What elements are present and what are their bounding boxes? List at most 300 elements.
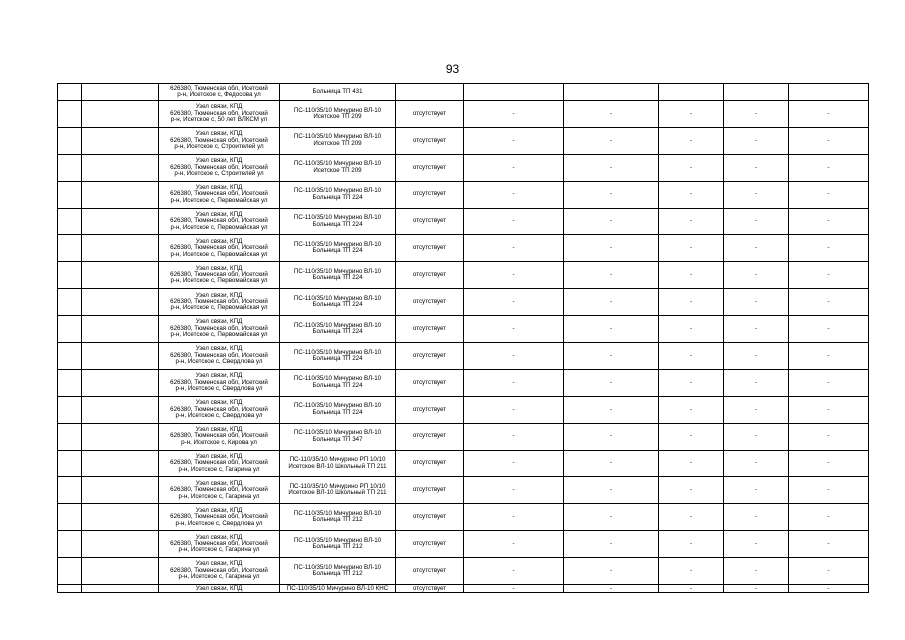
power-source-line: ПС-110/35/10 Мичурино РП 10/10 — [289, 483, 386, 490]
table-row — [58, 127, 869, 154]
power-source-cell — [280, 235, 396, 262]
address-cell — [159, 531, 280, 558]
power-source-line: Исетское ТП 209 — [313, 166, 362, 174]
value-cell: - — [564, 127, 659, 154]
power-source-line: ПС-110/35/10 Мичурино ВЛ-10 — [293, 240, 382, 248]
power-source-line: ПС-110/35/10 Мичурино ВЛ-10 — [293, 375, 382, 383]
address-line: Узел связи, КПД — [195, 345, 243, 353]
power-source-cell — [280, 316, 396, 343]
status-cell: отсутствует — [396, 154, 464, 181]
value-cell: - — [564, 423, 659, 450]
address-line: Узел связи, КПД — [195, 479, 243, 487]
table-row — [58, 235, 869, 262]
power-source-line: Исетское ВЛ-10 Школьный ТП 211 — [288, 489, 387, 497]
table-row — [58, 208, 869, 235]
address-cell — [159, 504, 280, 531]
table-row — [58, 289, 869, 316]
value-cell: - — [464, 154, 564, 181]
address-line: р-н, Исетское с, Первомайская ул — [170, 331, 268, 339]
status-cell: отсутствует — [396, 262, 464, 289]
status-cell: отсутствует — [396, 558, 464, 585]
group-cell — [82, 262, 159, 289]
value-cell: - — [564, 208, 659, 235]
address-line: 626380, Тюменская обл, Исетский — [170, 84, 268, 92]
value-cell: - — [789, 423, 869, 450]
index-cell — [58, 127, 82, 154]
value-cell: - — [464, 585, 564, 593]
value-cell: - — [464, 477, 564, 504]
value-cell: - — [464, 181, 564, 208]
value-cell: - — [724, 558, 789, 585]
status-cell: отсутствует — [396, 504, 464, 531]
table-row — [58, 585, 869, 593]
group-cell — [82, 343, 159, 370]
address-line: Узел связи, КПД — [195, 264, 243, 272]
address-line: р-н, Исетское с, Свердлова ул — [175, 358, 263, 366]
group-cell — [82, 504, 159, 531]
table-row — [58, 396, 869, 423]
power-source-line: Больница ТП 224 — [312, 274, 363, 282]
index-cell — [58, 369, 82, 396]
value-cell: - — [464, 450, 564, 477]
group-cell — [82, 369, 159, 396]
value-cell: - — [724, 450, 789, 477]
address-line: р-н, Исетское с, Гагарина ул — [178, 465, 260, 473]
power-source-cell — [280, 181, 396, 208]
address-cell — [159, 127, 280, 154]
address-line: р-н, Исетское с, Строителей ул — [174, 143, 264, 151]
address-line: Узел связи, КПД — [195, 318, 243, 326]
value-cell: - — [724, 531, 789, 558]
value-cell: - — [659, 531, 724, 558]
value-cell — [464, 84, 564, 101]
address-line: 626380, Тюменская обл, Исетский — [170, 271, 268, 279]
value-cell: - — [659, 289, 724, 316]
value-cell: - — [564, 101, 659, 128]
value-cell: - — [659, 369, 724, 396]
power-source-line: Больница ТП 347 — [312, 435, 363, 443]
index-cell — [58, 450, 82, 477]
value-cell: - — [564, 558, 659, 585]
address-cell — [159, 316, 280, 343]
address-cell — [159, 396, 280, 423]
power-source-cell — [280, 396, 396, 423]
value-cell — [724, 84, 789, 101]
address-line: 626380, Тюменская обл, Исетский — [170, 297, 268, 305]
value-cell: - — [789, 316, 869, 343]
value-cell: - — [724, 208, 789, 235]
value-cell: - — [789, 531, 869, 558]
status-cell: отсутствует — [396, 396, 464, 423]
power-source-line: ПС-110/35/10 Мичурино ВЛ-10 — [293, 160, 382, 168]
value-cell: - — [564, 235, 659, 262]
value-cell: - — [464, 369, 564, 396]
value-cell: - — [659, 423, 724, 450]
power-source-cell — [280, 504, 396, 531]
value-cell: - — [464, 558, 564, 585]
address-line: 626380, Тюменская обл, Исетский — [170, 109, 268, 117]
group-cell — [82, 558, 159, 585]
address-line: 626380, Тюменская обл, Исетский — [170, 244, 268, 252]
power-source-line: ПС-110/35/10 Мичурино ВЛ-10 КНС — [286, 585, 389, 593]
value-cell: - — [659, 343, 724, 370]
value-cell: - — [789, 585, 869, 593]
value-cell: - — [659, 181, 724, 208]
address-line: 626380, Тюменская обл, Исетский — [170, 163, 268, 171]
value-cell: - — [724, 504, 789, 531]
table-row — [58, 450, 869, 477]
power-source-line: ПС-110/35/10 Мичурино ВЛ-10 — [293, 348, 382, 356]
power-source-line: Больница ТП 224 — [312, 381, 363, 389]
power-source-cell — [280, 289, 396, 316]
group-cell — [82, 423, 159, 450]
value-cell: - — [659, 208, 724, 235]
index-cell — [58, 558, 82, 585]
index-cell — [58, 423, 82, 450]
value-cell: - — [564, 585, 659, 593]
group-cell — [82, 127, 159, 154]
value-cell: - — [789, 235, 869, 262]
value-cell: - — [464, 423, 564, 450]
address-cell — [159, 423, 280, 450]
address-cell — [159, 558, 280, 585]
value-cell: - — [564, 477, 659, 504]
value-cell: - — [789, 558, 869, 585]
status-cell: отсутствует — [396, 208, 464, 235]
address-cell — [159, 262, 280, 289]
address-cell — [159, 369, 280, 396]
group-cell — [82, 101, 159, 128]
value-cell: - — [659, 262, 724, 289]
power-source-line: ПС-110/35/10 Мичурино ВЛ-10 — [293, 563, 382, 571]
power-source-line: Больница ТП 224 — [312, 301, 363, 309]
address-cell — [159, 208, 280, 235]
power-source-line: ПС-110/35/10 Мичурино ВЛ-10 — [293, 321, 382, 329]
address-line: р-н, Исетское с, Первомайская ул — [170, 196, 268, 204]
value-cell: - — [724, 289, 789, 316]
group-cell — [82, 289, 159, 316]
value-cell: - — [789, 181, 869, 208]
group-cell — [82, 477, 159, 504]
value-cell: - — [564, 289, 659, 316]
table-row — [58, 369, 869, 396]
value-cell: - — [724, 396, 789, 423]
table-row — [58, 316, 869, 343]
value-cell: - — [789, 154, 869, 181]
power-source-line: Больница ТП 224 — [312, 193, 363, 201]
address-line: Узел связи, КПД — [195, 237, 243, 245]
address-line: р-н, Исетское с, Свердлова ул — [175, 519, 263, 527]
power-source-line: Больница ТП 224 — [312, 328, 363, 336]
group-cell — [82, 84, 159, 101]
table-row — [58, 423, 869, 450]
value-cell: - — [724, 127, 789, 154]
index-cell — [58, 343, 82, 370]
address-line: р-н, Исетское с, Федосова ул — [177, 91, 261, 98]
status-cell: отсутствует — [396, 289, 464, 316]
value-cell: - — [564, 262, 659, 289]
power-source-cell — [280, 450, 396, 477]
address-cell — [159, 450, 280, 477]
address-line: Узел связи, КПД — [195, 399, 243, 407]
value-cell: - — [464, 504, 564, 531]
page-number: 93 — [445, 62, 460, 76]
group-cell — [82, 208, 159, 235]
status-cell: отсутствует — [396, 101, 464, 128]
value-cell: - — [724, 423, 789, 450]
table-row — [58, 343, 869, 370]
group-cell — [82, 585, 159, 593]
value-cell: - — [724, 262, 789, 289]
table-row — [58, 84, 869, 101]
value-cell: - — [659, 558, 724, 585]
power-source-line: ПС-110/35/10 Мичурино ВЛ-10 — [293, 187, 382, 195]
address-line: Узел связи, КПД — [195, 426, 243, 434]
value-cell: - — [789, 101, 869, 128]
address-line: р-н, Исетское с, Гагарина ул — [178, 573, 260, 581]
address-line: р-н, Исетское с, Строителей ул — [174, 169, 264, 177]
address-line: 626380, Тюменская обл, Исетский — [170, 566, 268, 574]
status-cell: отсутствует — [396, 369, 464, 396]
address-cell — [159, 235, 280, 262]
power-source-cell — [280, 127, 396, 154]
index-cell — [58, 181, 82, 208]
value-cell: - — [659, 127, 724, 154]
power-source-line: Больница ТП 212 — [312, 570, 363, 578]
address-cell — [159, 585, 280, 593]
address-line: 626380, Тюменская обл, Исетский — [170, 217, 268, 225]
address-line: 626380, Тюменская обл, Исетский — [170, 432, 268, 440]
status-cell: отсутствует — [396, 181, 464, 208]
address-cell — [159, 101, 280, 128]
power-source-line: ПС-110/35/10 Мичурино РП 10/10 — [289, 456, 386, 464]
value-cell: - — [724, 181, 789, 208]
power-source-cell — [280, 585, 396, 593]
value-cell: - — [789, 343, 869, 370]
group-cell — [82, 396, 159, 423]
value-cell: - — [564, 369, 659, 396]
table-row — [58, 101, 869, 128]
value-cell: - — [564, 343, 659, 370]
status-cell: отсутствует — [396, 531, 464, 558]
address-cell — [159, 154, 280, 181]
address-cell — [159, 343, 280, 370]
power-source-cell — [280, 262, 396, 289]
value-cell — [789, 84, 869, 101]
address-line: р-н, Исетское с, Первомайская ул — [170, 250, 268, 258]
status-cell: отсутствует — [396, 477, 464, 504]
value-cell: - — [789, 450, 869, 477]
power-source-line: Больница ТП 224 — [312, 354, 363, 362]
value-cell: - — [724, 369, 789, 396]
table-row — [58, 154, 869, 181]
group-cell — [82, 316, 159, 343]
table-row — [58, 504, 869, 531]
value-cell: - — [564, 450, 659, 477]
document-table — [57, 83, 869, 593]
power-source-line: ПС-110/35/10 Мичурино ВЛ-10 — [293, 402, 382, 410]
value-cell: - — [464, 396, 564, 423]
value-cell: - — [789, 127, 869, 154]
index-cell — [58, 84, 82, 101]
value-cell: - — [659, 450, 724, 477]
power-source-line: Больница ТП 224 — [312, 247, 363, 255]
power-source-cell — [280, 84, 396, 101]
value-cell: - — [724, 235, 789, 262]
value-cell: - — [789, 208, 869, 235]
index-cell — [58, 154, 82, 181]
address-line: Узел связи, КПД — [195, 506, 243, 514]
address-cell — [159, 289, 280, 316]
value-cell: - — [464, 127, 564, 154]
address-line: 626380, Тюменская обл, Исетский — [170, 136, 268, 144]
power-source-line: ПС-110/35/10 Мичурино ВЛ-10 — [293, 536, 382, 544]
index-cell — [58, 477, 82, 504]
address-cell — [159, 181, 280, 208]
address-line: Узел связи, КПД — [195, 157, 243, 165]
value-cell: - — [659, 154, 724, 181]
index-cell — [58, 101, 82, 128]
value-cell: - — [659, 504, 724, 531]
address-line: 626380, Тюменская обл, Исетский — [170, 539, 268, 547]
value-cell: - — [659, 316, 724, 343]
value-cell: - — [659, 477, 724, 504]
value-cell: - — [464, 101, 564, 128]
address-cell — [159, 84, 280, 101]
address-line: 626380, Тюменская обл, Исетский — [170, 378, 268, 386]
value-cell: - — [789, 504, 869, 531]
value-cell: - — [564, 181, 659, 208]
value-cell: - — [724, 343, 789, 370]
power-source-cell — [280, 101, 396, 128]
value-cell: - — [659, 101, 724, 128]
value-cell: - — [789, 369, 869, 396]
group-cell — [82, 531, 159, 558]
address-line: р-н, Исетское с, Первомайская ул — [170, 277, 268, 285]
index-cell — [58, 289, 82, 316]
address-line: р-н, Исетское с, Гагарина ул — [178, 546, 260, 554]
value-cell: - — [724, 154, 789, 181]
address-line: 626380, Тюменская обл, Исетский — [170, 190, 268, 198]
value-cell — [564, 84, 659, 101]
address-line: р-н, Исетское с, 50 лет ВЛКСМ ул — [170, 116, 268, 124]
table-row — [58, 262, 869, 289]
status-cell: отсутствует — [396, 127, 464, 154]
table-row — [58, 477, 869, 504]
power-source-cell — [280, 558, 396, 585]
value-cell: - — [789, 289, 869, 316]
address-cell — [159, 477, 280, 504]
value-cell: - — [464, 235, 564, 262]
value-cell: - — [789, 396, 869, 423]
address-line: Узел связи, КПД — [195, 130, 243, 138]
address-line: 626380, Тюменская обл, Исетский — [170, 486, 268, 494]
value-cell: - — [659, 585, 724, 593]
address-line: р-н, Исетское с, Свердлова ул — [175, 411, 263, 419]
address-line: 626380, Тюменская обл, Исетский — [170, 513, 268, 521]
address-line: Узел связи, КПД — [195, 560, 243, 568]
power-source-cell — [280, 154, 396, 181]
index-cell — [58, 262, 82, 289]
table-row — [58, 558, 869, 585]
power-source-cell — [280, 369, 396, 396]
power-source-line: ПС-110/35/10 Мичурино ВЛ-10 — [293, 214, 382, 222]
power-source-line: Больница ТП 431 — [312, 87, 363, 95]
power-source-cell — [280, 531, 396, 558]
value-cell: - — [724, 477, 789, 504]
address-line: р-н, Исетское с, Гагарина ул — [178, 492, 260, 500]
address-line: 626380, Тюменская обл, Исетский — [170, 324, 268, 332]
value-cell: - — [464, 343, 564, 370]
value-cell: - — [564, 154, 659, 181]
status-cell: отсутствует — [396, 316, 464, 343]
address-line: Узел связи, КПД — [195, 533, 243, 541]
index-cell — [58, 235, 82, 262]
status-cell: отсутствует — [396, 585, 464, 593]
power-source-line: ПС-110/35/10 Мичурино ВЛ-10 — [293, 509, 382, 517]
address-line: р-н, Исетское с, Первомайская ул — [170, 304, 268, 312]
address-line: Узел связи, КПД — [195, 291, 243, 299]
value-cell: - — [659, 235, 724, 262]
power-source-line: Больница ТП 224 — [312, 220, 363, 228]
address-line: 626380, Тюменская обл, Исетский — [170, 405, 268, 413]
power-source-cell — [280, 477, 396, 504]
value-cell: - — [724, 585, 789, 593]
power-source-cell — [280, 423, 396, 450]
power-source-cell — [280, 208, 396, 235]
index-cell — [58, 208, 82, 235]
power-source-line: ПС-110/35/10 Мичурино ВЛ-10 — [293, 294, 382, 302]
power-source-cell — [280, 343, 396, 370]
index-cell — [58, 531, 82, 558]
power-source-line: ПС-110/35/10 Мичурино ВЛ-10 — [293, 267, 382, 275]
status-cell: отсутствует — [396, 235, 464, 262]
status-cell — [396, 84, 464, 101]
value-cell: - — [564, 504, 659, 531]
value-cell — [659, 84, 724, 101]
value-cell: - — [789, 262, 869, 289]
address-line: р-н, Исетское с, Свердлова ул — [175, 385, 263, 393]
value-cell: - — [659, 396, 724, 423]
value-cell: - — [724, 316, 789, 343]
power-source-line: Больница ТП 212 — [312, 516, 363, 524]
address-line: Узел связи, КПД — [195, 585, 243, 593]
value-cell: - — [564, 396, 659, 423]
power-source-line: Исетское ТП 209 — [313, 112, 362, 120]
value-cell: - — [789, 477, 869, 504]
value-cell: - — [564, 531, 659, 558]
group-cell — [82, 154, 159, 181]
power-source-line: Больница ТП 212 — [312, 543, 363, 551]
status-cell: отсутствует — [396, 423, 464, 450]
index-cell — [58, 504, 82, 531]
value-cell: - — [564, 316, 659, 343]
value-cell: - — [464, 208, 564, 235]
group-cell — [82, 181, 159, 208]
value-cell: - — [464, 531, 564, 558]
address-line: р-н, Исетское с, Первомайская ул — [170, 223, 268, 231]
value-cell: - — [464, 316, 564, 343]
address-line: Узел связи, КПД — [195, 103, 243, 111]
group-cell — [82, 235, 159, 262]
power-source-line: ПС-110/35/10 Мичурино ВЛ-10 — [293, 106, 382, 114]
table-row — [58, 181, 869, 208]
power-source-line: ПС-110/35/10 Мичурино ВЛ-10 — [293, 133, 382, 141]
address-line: Узел связи, КПД — [195, 452, 243, 460]
status-cell: отсутствует — [396, 450, 464, 477]
power-source-line: ПС-110/35/10 Мичурино ВЛ-10 — [293, 429, 382, 437]
address-line: Узел связи, КПД — [195, 184, 243, 191]
